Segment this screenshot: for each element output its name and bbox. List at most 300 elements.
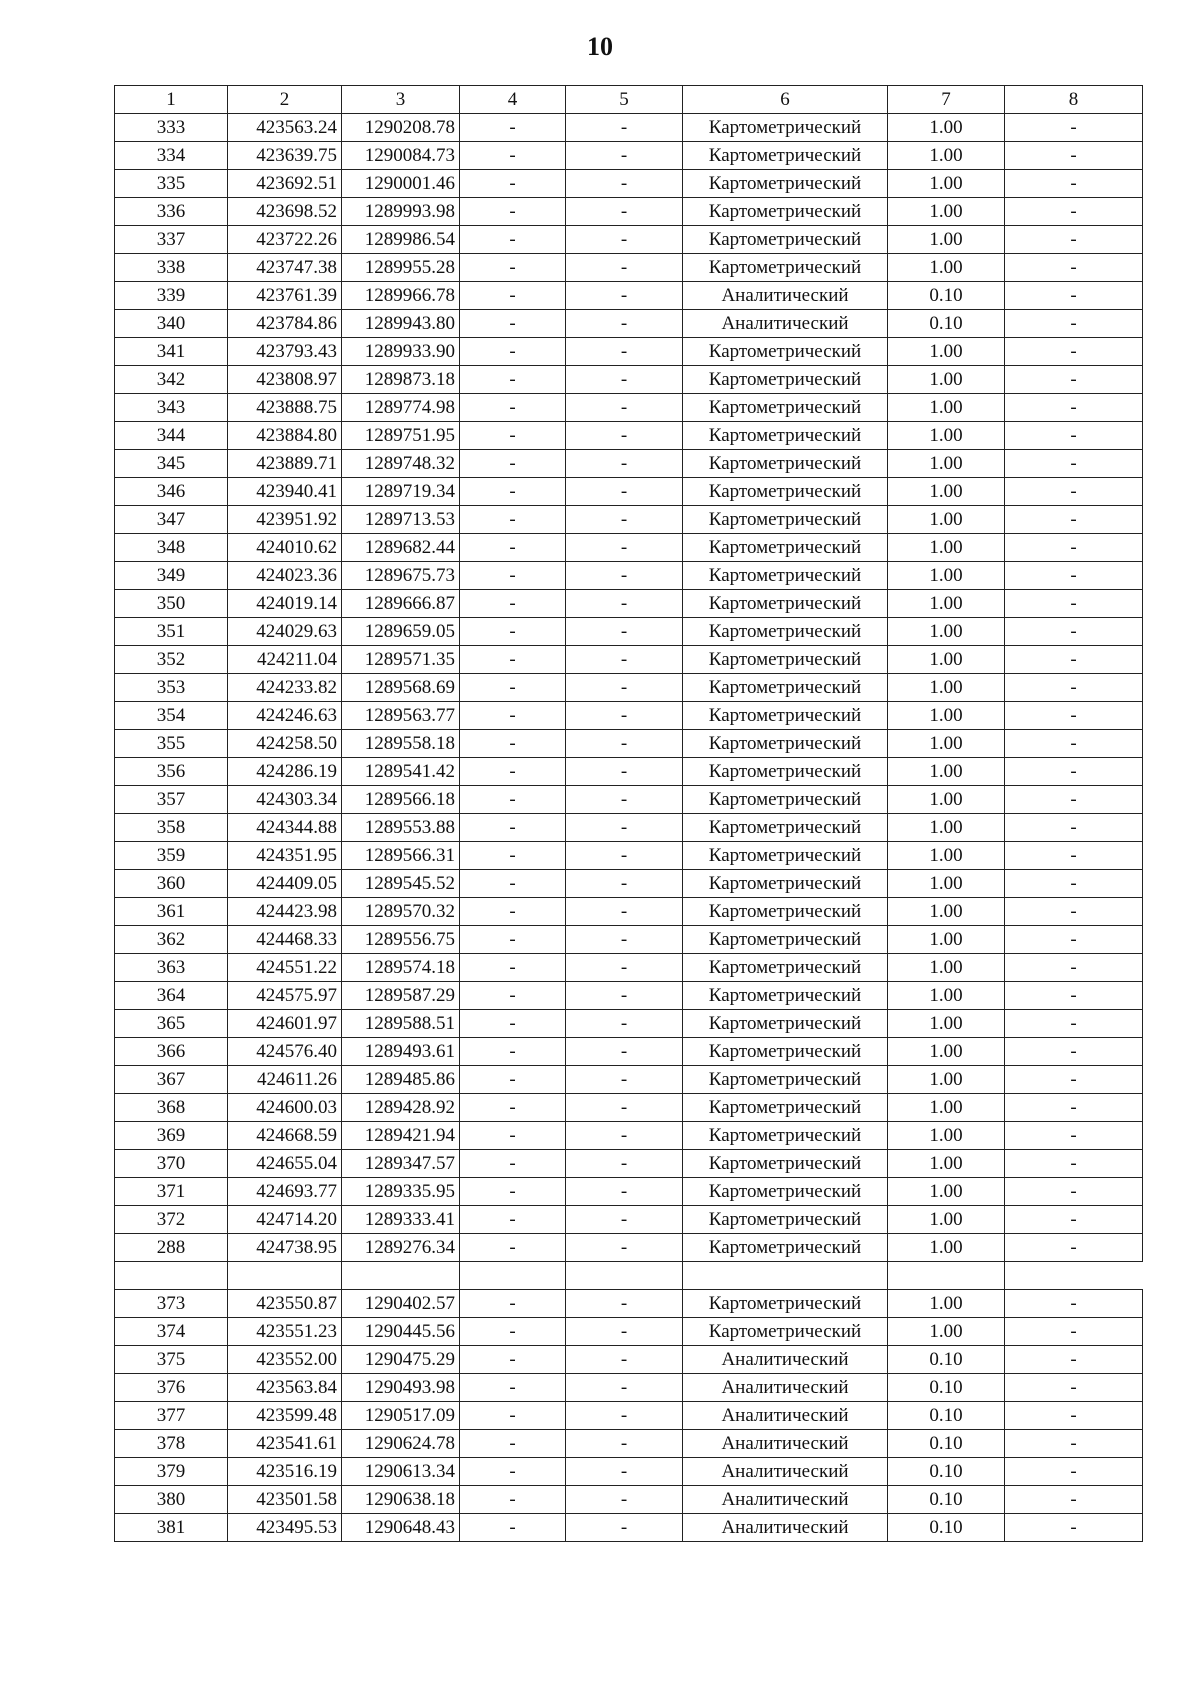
col4-cell: - — [460, 394, 566, 422]
point-number-cell: 351 — [115, 618, 228, 646]
col4-cell: - — [460, 1486, 566, 1514]
method-cell: Картометрический — [683, 926, 888, 954]
x-coordinate-cell: 423541.61 — [228, 1430, 342, 1458]
accuracy-cell: 1.00 — [888, 870, 1005, 898]
col4-cell: - — [460, 954, 566, 982]
col4-cell: - — [460, 758, 566, 786]
table-row — [115, 506, 1143, 534]
col8-cell: - — [1005, 1430, 1143, 1458]
col8-cell: - — [1005, 310, 1143, 338]
col5-cell: - — [566, 282, 683, 310]
accuracy-cell: 1.00 — [888, 646, 1005, 674]
contour-separator-row — [115, 1262, 1143, 1290]
y-coordinate-cell: 1290084.73 — [342, 142, 460, 170]
accuracy-cell: 1.00 — [888, 1066, 1005, 1094]
method-cell: Картометрический — [683, 1234, 888, 1262]
col5-cell: - — [566, 478, 683, 506]
point-number-cell: 370 — [115, 1150, 228, 1178]
col8-cell: - — [1005, 1038, 1143, 1066]
col8-cell: - — [1005, 338, 1143, 366]
separator-cell — [888, 1262, 1005, 1290]
col5-cell: - — [566, 1178, 683, 1206]
x-coordinate-cell: 423722.26 — [228, 226, 342, 254]
separator-cell — [1005, 1262, 1143, 1290]
y-coordinate-cell: 1289563.77 — [342, 702, 460, 730]
col8-cell: - — [1005, 674, 1143, 702]
x-coordinate-cell: 423951.92 — [228, 506, 342, 534]
col4-cell: - — [460, 1122, 566, 1150]
x-coordinate-cell: 423793.43 — [228, 338, 342, 366]
method-cell: Картометрический — [683, 730, 888, 758]
x-coordinate-cell: 424575.97 — [228, 982, 342, 1010]
y-coordinate-cell: 1290475.29 — [342, 1346, 460, 1374]
col5-cell: - — [566, 1038, 683, 1066]
col8-cell: - — [1005, 1010, 1143, 1038]
table-row — [115, 226, 1143, 254]
method-cell: Картометрический — [683, 1150, 888, 1178]
point-number-cell: 339 — [115, 282, 228, 310]
accuracy-cell: 1.00 — [888, 898, 1005, 926]
point-number-cell: 354 — [115, 702, 228, 730]
x-coordinate-cell: 423563.84 — [228, 1374, 342, 1402]
point-number-cell: 368 — [115, 1094, 228, 1122]
x-coordinate-cell: 423884.80 — [228, 422, 342, 450]
col5-cell: - — [566, 1318, 683, 1346]
y-coordinate-cell: 1289574.18 — [342, 954, 460, 982]
col4-cell: - — [460, 1010, 566, 1038]
y-coordinate-cell: 1289933.90 — [342, 338, 460, 366]
y-coordinate-cell: 1289675.73 — [342, 562, 460, 590]
y-coordinate-cell: 1290402.57 — [342, 1290, 460, 1318]
point-number-cell: 356 — [115, 758, 228, 786]
x-coordinate-cell: 423495.53 — [228, 1514, 342, 1542]
x-coordinate-cell: 424601.97 — [228, 1010, 342, 1038]
table-row — [115, 926, 1143, 954]
col8-cell: - — [1005, 1206, 1143, 1234]
method-cell: Картометрический — [683, 534, 888, 562]
col8-cell: - — [1005, 1234, 1143, 1262]
point-number-cell: 367 — [115, 1066, 228, 1094]
col4-cell: - — [460, 1178, 566, 1206]
method-cell: Аналитический — [683, 310, 888, 338]
col8-cell: - — [1005, 1402, 1143, 1430]
point-number-cell: 364 — [115, 982, 228, 1010]
col5-cell: - — [566, 450, 683, 478]
point-number-cell: 346 — [115, 478, 228, 506]
x-coordinate-cell: 423551.23 — [228, 1318, 342, 1346]
col5-cell: - — [566, 562, 683, 590]
col5-cell: - — [566, 758, 683, 786]
method-cell: Картометрический — [683, 814, 888, 842]
table-row — [115, 1402, 1143, 1430]
accuracy-cell: 1.00 — [888, 842, 1005, 870]
point-number-cell: 349 — [115, 562, 228, 590]
method-cell: Картометрический — [683, 366, 888, 394]
x-coordinate-cell: 423888.75 — [228, 394, 342, 422]
y-coordinate-cell: 1289276.34 — [342, 1234, 460, 1262]
x-coordinate-cell: 424233.82 — [228, 674, 342, 702]
table-row — [115, 1038, 1143, 1066]
col4-cell: - — [460, 1430, 566, 1458]
col5-cell: - — [566, 1150, 683, 1178]
accuracy-cell: 1.00 — [888, 786, 1005, 814]
col4-cell: - — [460, 1318, 566, 1346]
x-coordinate-cell: 423761.39 — [228, 282, 342, 310]
method-cell: Картометрический — [683, 1094, 888, 1122]
table-row — [115, 618, 1143, 646]
method-cell: Картометрический — [683, 618, 888, 646]
col4-cell: - — [460, 926, 566, 954]
col4-cell: - — [460, 534, 566, 562]
accuracy-cell: 1.00 — [888, 1318, 1005, 1346]
y-coordinate-cell: 1289545.52 — [342, 870, 460, 898]
x-coordinate-cell: 424029.63 — [228, 618, 342, 646]
y-coordinate-cell: 1290517.09 — [342, 1402, 460, 1430]
accuracy-cell: 0.10 — [888, 1374, 1005, 1402]
table-body — [115, 86, 1143, 1542]
accuracy-cell: 1.00 — [888, 814, 1005, 842]
accuracy-cell: 1.00 — [888, 982, 1005, 1010]
col4-cell: - — [460, 1094, 566, 1122]
separator-cell — [683, 1262, 888, 1290]
method-cell: Картометрический — [683, 562, 888, 590]
point-number-cell: 373 — [115, 1290, 228, 1318]
table-row — [115, 142, 1143, 170]
col5-cell: - — [566, 1458, 683, 1486]
col4-cell: - — [460, 590, 566, 618]
y-coordinate-cell: 1289428.92 — [342, 1094, 460, 1122]
method-cell: Аналитический — [683, 1458, 888, 1486]
y-coordinate-cell: 1290624.78 — [342, 1430, 460, 1458]
accuracy-cell: 1.00 — [888, 1122, 1005, 1150]
table-row — [115, 1514, 1143, 1542]
col5-cell: - — [566, 842, 683, 870]
method-cell: Аналитический — [683, 1486, 888, 1514]
y-coordinate-cell: 1289485.86 — [342, 1066, 460, 1094]
accuracy-cell: 1.00 — [888, 226, 1005, 254]
col4-cell: - — [460, 562, 566, 590]
x-coordinate-cell: 424551.22 — [228, 954, 342, 982]
col5-cell: - — [566, 702, 683, 730]
col8-cell: - — [1005, 618, 1143, 646]
point-number-cell: 363 — [115, 954, 228, 982]
point-number-cell: 357 — [115, 786, 228, 814]
accuracy-cell: 1.00 — [888, 170, 1005, 198]
table-row — [115, 114, 1143, 142]
method-cell: Картометрический — [683, 786, 888, 814]
point-number-cell: 344 — [115, 422, 228, 450]
method-cell: Картометрический — [683, 142, 888, 170]
point-number-cell: 352 — [115, 646, 228, 674]
col5-cell: - — [566, 310, 683, 338]
table-row — [115, 1430, 1143, 1458]
col5-cell: - — [566, 646, 683, 674]
col5-cell: - — [566, 170, 683, 198]
col4-cell: - — [460, 254, 566, 282]
point-number-cell: 379 — [115, 1458, 228, 1486]
col5-cell: - — [566, 1094, 683, 1122]
y-coordinate-cell: 1289943.80 — [342, 310, 460, 338]
col5-cell: - — [566, 1010, 683, 1038]
method-cell: Картометрический — [683, 170, 888, 198]
y-coordinate-cell: 1289566.31 — [342, 842, 460, 870]
table-row — [115, 1094, 1143, 1122]
col5-cell: - — [566, 954, 683, 982]
x-coordinate-cell: 423639.75 — [228, 142, 342, 170]
accuracy-cell: 1.00 — [888, 730, 1005, 758]
method-cell: Картометрический — [683, 422, 888, 450]
accuracy-cell: 1.00 — [888, 198, 1005, 226]
col4-cell: - — [460, 142, 566, 170]
method-cell: Картометрический — [683, 114, 888, 142]
x-coordinate-cell: 424351.95 — [228, 842, 342, 870]
method-cell: Картометрический — [683, 646, 888, 674]
page-number: 10 — [587, 32, 613, 61]
x-coordinate-cell: 424286.19 — [228, 758, 342, 786]
col5-cell: - — [566, 506, 683, 534]
col5-cell: - — [566, 618, 683, 646]
y-coordinate-cell: 1290208.78 — [342, 114, 460, 142]
col4-cell: - — [460, 422, 566, 450]
col8-cell: - — [1005, 982, 1143, 1010]
accuracy-cell: 1.00 — [888, 702, 1005, 730]
table-row — [115, 870, 1143, 898]
accuracy-cell: 1.00 — [888, 394, 1005, 422]
y-coordinate-cell: 1289588.51 — [342, 1010, 460, 1038]
y-coordinate-cell: 1289587.29 — [342, 982, 460, 1010]
col4-cell: - — [460, 282, 566, 310]
col5-cell: - — [566, 926, 683, 954]
table-row — [115, 422, 1143, 450]
method-cell: Картометрический — [683, 1206, 888, 1234]
col8-cell: - — [1005, 422, 1143, 450]
col4-cell: - — [460, 814, 566, 842]
method-cell: Картометрический — [683, 506, 888, 534]
table-row — [115, 394, 1143, 422]
accuracy-cell: 1.00 — [888, 758, 1005, 786]
method-cell: Картометрический — [683, 758, 888, 786]
col5-cell: - — [566, 982, 683, 1010]
col4-cell: - — [460, 1374, 566, 1402]
header-cell: 1 — [115, 86, 228, 114]
point-number-cell: 378 — [115, 1430, 228, 1458]
header-cell: 3 — [342, 86, 460, 114]
table-row — [115, 1486, 1143, 1514]
y-coordinate-cell: 1289493.61 — [342, 1038, 460, 1066]
table-row — [115, 814, 1143, 842]
y-coordinate-cell: 1289347.57 — [342, 1150, 460, 1178]
col4-cell: - — [460, 646, 566, 674]
x-coordinate-cell: 423784.86 — [228, 310, 342, 338]
accuracy-cell: 1.00 — [888, 1234, 1005, 1262]
y-coordinate-cell: 1289541.42 — [342, 758, 460, 786]
col8-cell: - — [1005, 226, 1143, 254]
point-number-cell: 336 — [115, 198, 228, 226]
method-cell: Картометрический — [683, 898, 888, 926]
method-cell: Картометрический — [683, 394, 888, 422]
accuracy-cell: 1.00 — [888, 366, 1005, 394]
x-coordinate-cell: 424344.88 — [228, 814, 342, 842]
accuracy-cell: 1.00 — [888, 142, 1005, 170]
col4-cell: - — [460, 1514, 566, 1542]
point-number-cell: 353 — [115, 674, 228, 702]
col8-cell: - — [1005, 1150, 1143, 1178]
col4-cell: - — [460, 478, 566, 506]
y-coordinate-cell: 1290648.43 — [342, 1514, 460, 1542]
method-cell: Картометрический — [683, 590, 888, 618]
col4-cell: - — [460, 366, 566, 394]
col5-cell: - — [566, 1122, 683, 1150]
col5-cell: - — [566, 1066, 683, 1094]
x-coordinate-cell: 424668.59 — [228, 1122, 342, 1150]
point-number-cell: 340 — [115, 310, 228, 338]
method-cell: Картометрический — [683, 1010, 888, 1038]
y-coordinate-cell: 1289666.87 — [342, 590, 460, 618]
col8-cell: - — [1005, 1178, 1143, 1206]
col8-cell: - — [1005, 814, 1143, 842]
col8-cell: - — [1005, 478, 1143, 506]
table-row — [115, 674, 1143, 702]
x-coordinate-cell: 424576.40 — [228, 1038, 342, 1066]
accuracy-cell: 0.10 — [888, 1346, 1005, 1374]
table-row — [115, 842, 1143, 870]
method-cell: Картометрический — [683, 1290, 888, 1318]
table-row — [115, 1458, 1143, 1486]
table-row — [115, 1234, 1143, 1262]
point-number-cell: 366 — [115, 1038, 228, 1066]
accuracy-cell: 1.00 — [888, 1010, 1005, 1038]
col8-cell: - — [1005, 1122, 1143, 1150]
col8-cell: - — [1005, 702, 1143, 730]
y-coordinate-cell: 1289774.98 — [342, 394, 460, 422]
y-coordinate-cell: 1289993.98 — [342, 198, 460, 226]
y-coordinate-cell: 1290613.34 — [342, 1458, 460, 1486]
method-cell: Картометрический — [683, 254, 888, 282]
table-row — [115, 1066, 1143, 1094]
x-coordinate-cell: 424246.63 — [228, 702, 342, 730]
col8-cell: - — [1005, 590, 1143, 618]
header-cell: 4 — [460, 86, 566, 114]
method-cell: Картометрический — [683, 842, 888, 870]
point-number-cell: 342 — [115, 366, 228, 394]
col5-cell: - — [566, 786, 683, 814]
x-coordinate-cell: 424468.33 — [228, 926, 342, 954]
table-row — [115, 898, 1143, 926]
coordinates-table — [114, 85, 1143, 1542]
separator-cell — [566, 1262, 683, 1290]
point-number-cell: 359 — [115, 842, 228, 870]
table-row — [115, 338, 1143, 366]
accuracy-cell: 0.10 — [888, 1430, 1005, 1458]
x-coordinate-cell: 423516.19 — [228, 1458, 342, 1486]
y-coordinate-cell: 1289966.78 — [342, 282, 460, 310]
col8-cell: - — [1005, 506, 1143, 534]
col5-cell: - — [566, 226, 683, 254]
col4-cell: - — [460, 1066, 566, 1094]
x-coordinate-cell: 423563.24 — [228, 114, 342, 142]
col8-cell: - — [1005, 1318, 1143, 1346]
accuracy-cell: 0.10 — [888, 310, 1005, 338]
col8-cell: - — [1005, 198, 1143, 226]
table-row — [115, 730, 1143, 758]
table-row — [115, 1178, 1143, 1206]
accuracy-cell: 1.00 — [888, 926, 1005, 954]
table-row — [115, 982, 1143, 1010]
table-row — [115, 534, 1143, 562]
col8-cell: - — [1005, 450, 1143, 478]
y-coordinate-cell: 1289986.54 — [342, 226, 460, 254]
col5-cell: - — [566, 1486, 683, 1514]
point-number-cell: 333 — [115, 114, 228, 142]
accuracy-cell: 1.00 — [888, 1206, 1005, 1234]
col5-cell: - — [566, 1514, 683, 1542]
x-coordinate-cell: 424409.05 — [228, 870, 342, 898]
point-number-cell: 358 — [115, 814, 228, 842]
x-coordinate-cell: 424423.98 — [228, 898, 342, 926]
table-row — [115, 758, 1143, 786]
col4-cell: - — [460, 1402, 566, 1430]
x-coordinate-cell: 423808.97 — [228, 366, 342, 394]
col8-cell: - — [1005, 282, 1143, 310]
point-number-cell: 374 — [115, 1318, 228, 1346]
col4-cell: - — [460, 674, 566, 702]
col4-cell: - — [460, 198, 566, 226]
method-cell: Картометрический — [683, 674, 888, 702]
point-number-cell: 376 — [115, 1374, 228, 1402]
col8-cell: - — [1005, 562, 1143, 590]
table-row — [115, 1318, 1143, 1346]
y-coordinate-cell: 1289566.18 — [342, 786, 460, 814]
col4-cell: - — [460, 450, 566, 478]
col8-cell: - — [1005, 1486, 1143, 1514]
x-coordinate-cell: 424655.04 — [228, 1150, 342, 1178]
x-coordinate-cell: 423692.51 — [228, 170, 342, 198]
method-cell: Картометрический — [683, 1318, 888, 1346]
accuracy-cell: 1.00 — [888, 422, 1005, 450]
col8-cell: - — [1005, 786, 1143, 814]
x-coordinate-cell: 423501.58 — [228, 1486, 342, 1514]
method-cell: Картометрический — [683, 338, 888, 366]
point-number-cell: 369 — [115, 1122, 228, 1150]
x-coordinate-cell: 423889.71 — [228, 450, 342, 478]
col5-cell: - — [566, 1430, 683, 1458]
point-number-cell: 381 — [115, 1514, 228, 1542]
col5-cell: - — [566, 338, 683, 366]
table-row — [115, 1122, 1143, 1150]
table-row — [115, 254, 1143, 282]
y-coordinate-cell: 1290638.18 — [342, 1486, 460, 1514]
x-coordinate-cell: 424211.04 — [228, 646, 342, 674]
col4-cell: - — [460, 506, 566, 534]
method-cell: Картометрический — [683, 1038, 888, 1066]
col8-cell: - — [1005, 1094, 1143, 1122]
col5-cell: - — [566, 114, 683, 142]
col5-cell: - — [566, 730, 683, 758]
col8-cell: - — [1005, 898, 1143, 926]
table-row — [115, 450, 1143, 478]
y-coordinate-cell: 1289558.18 — [342, 730, 460, 758]
header-cell: 5 — [566, 86, 683, 114]
col8-cell: - — [1005, 730, 1143, 758]
col8-cell: - — [1005, 1290, 1143, 1318]
col8-cell: - — [1005, 1346, 1143, 1374]
method-cell: Аналитический — [683, 1374, 888, 1402]
col8-cell: - — [1005, 1374, 1143, 1402]
point-number-cell: 375 — [115, 1346, 228, 1374]
col5-cell: - — [566, 366, 683, 394]
y-coordinate-cell: 1289571.35 — [342, 646, 460, 674]
x-coordinate-cell: 424303.34 — [228, 786, 342, 814]
